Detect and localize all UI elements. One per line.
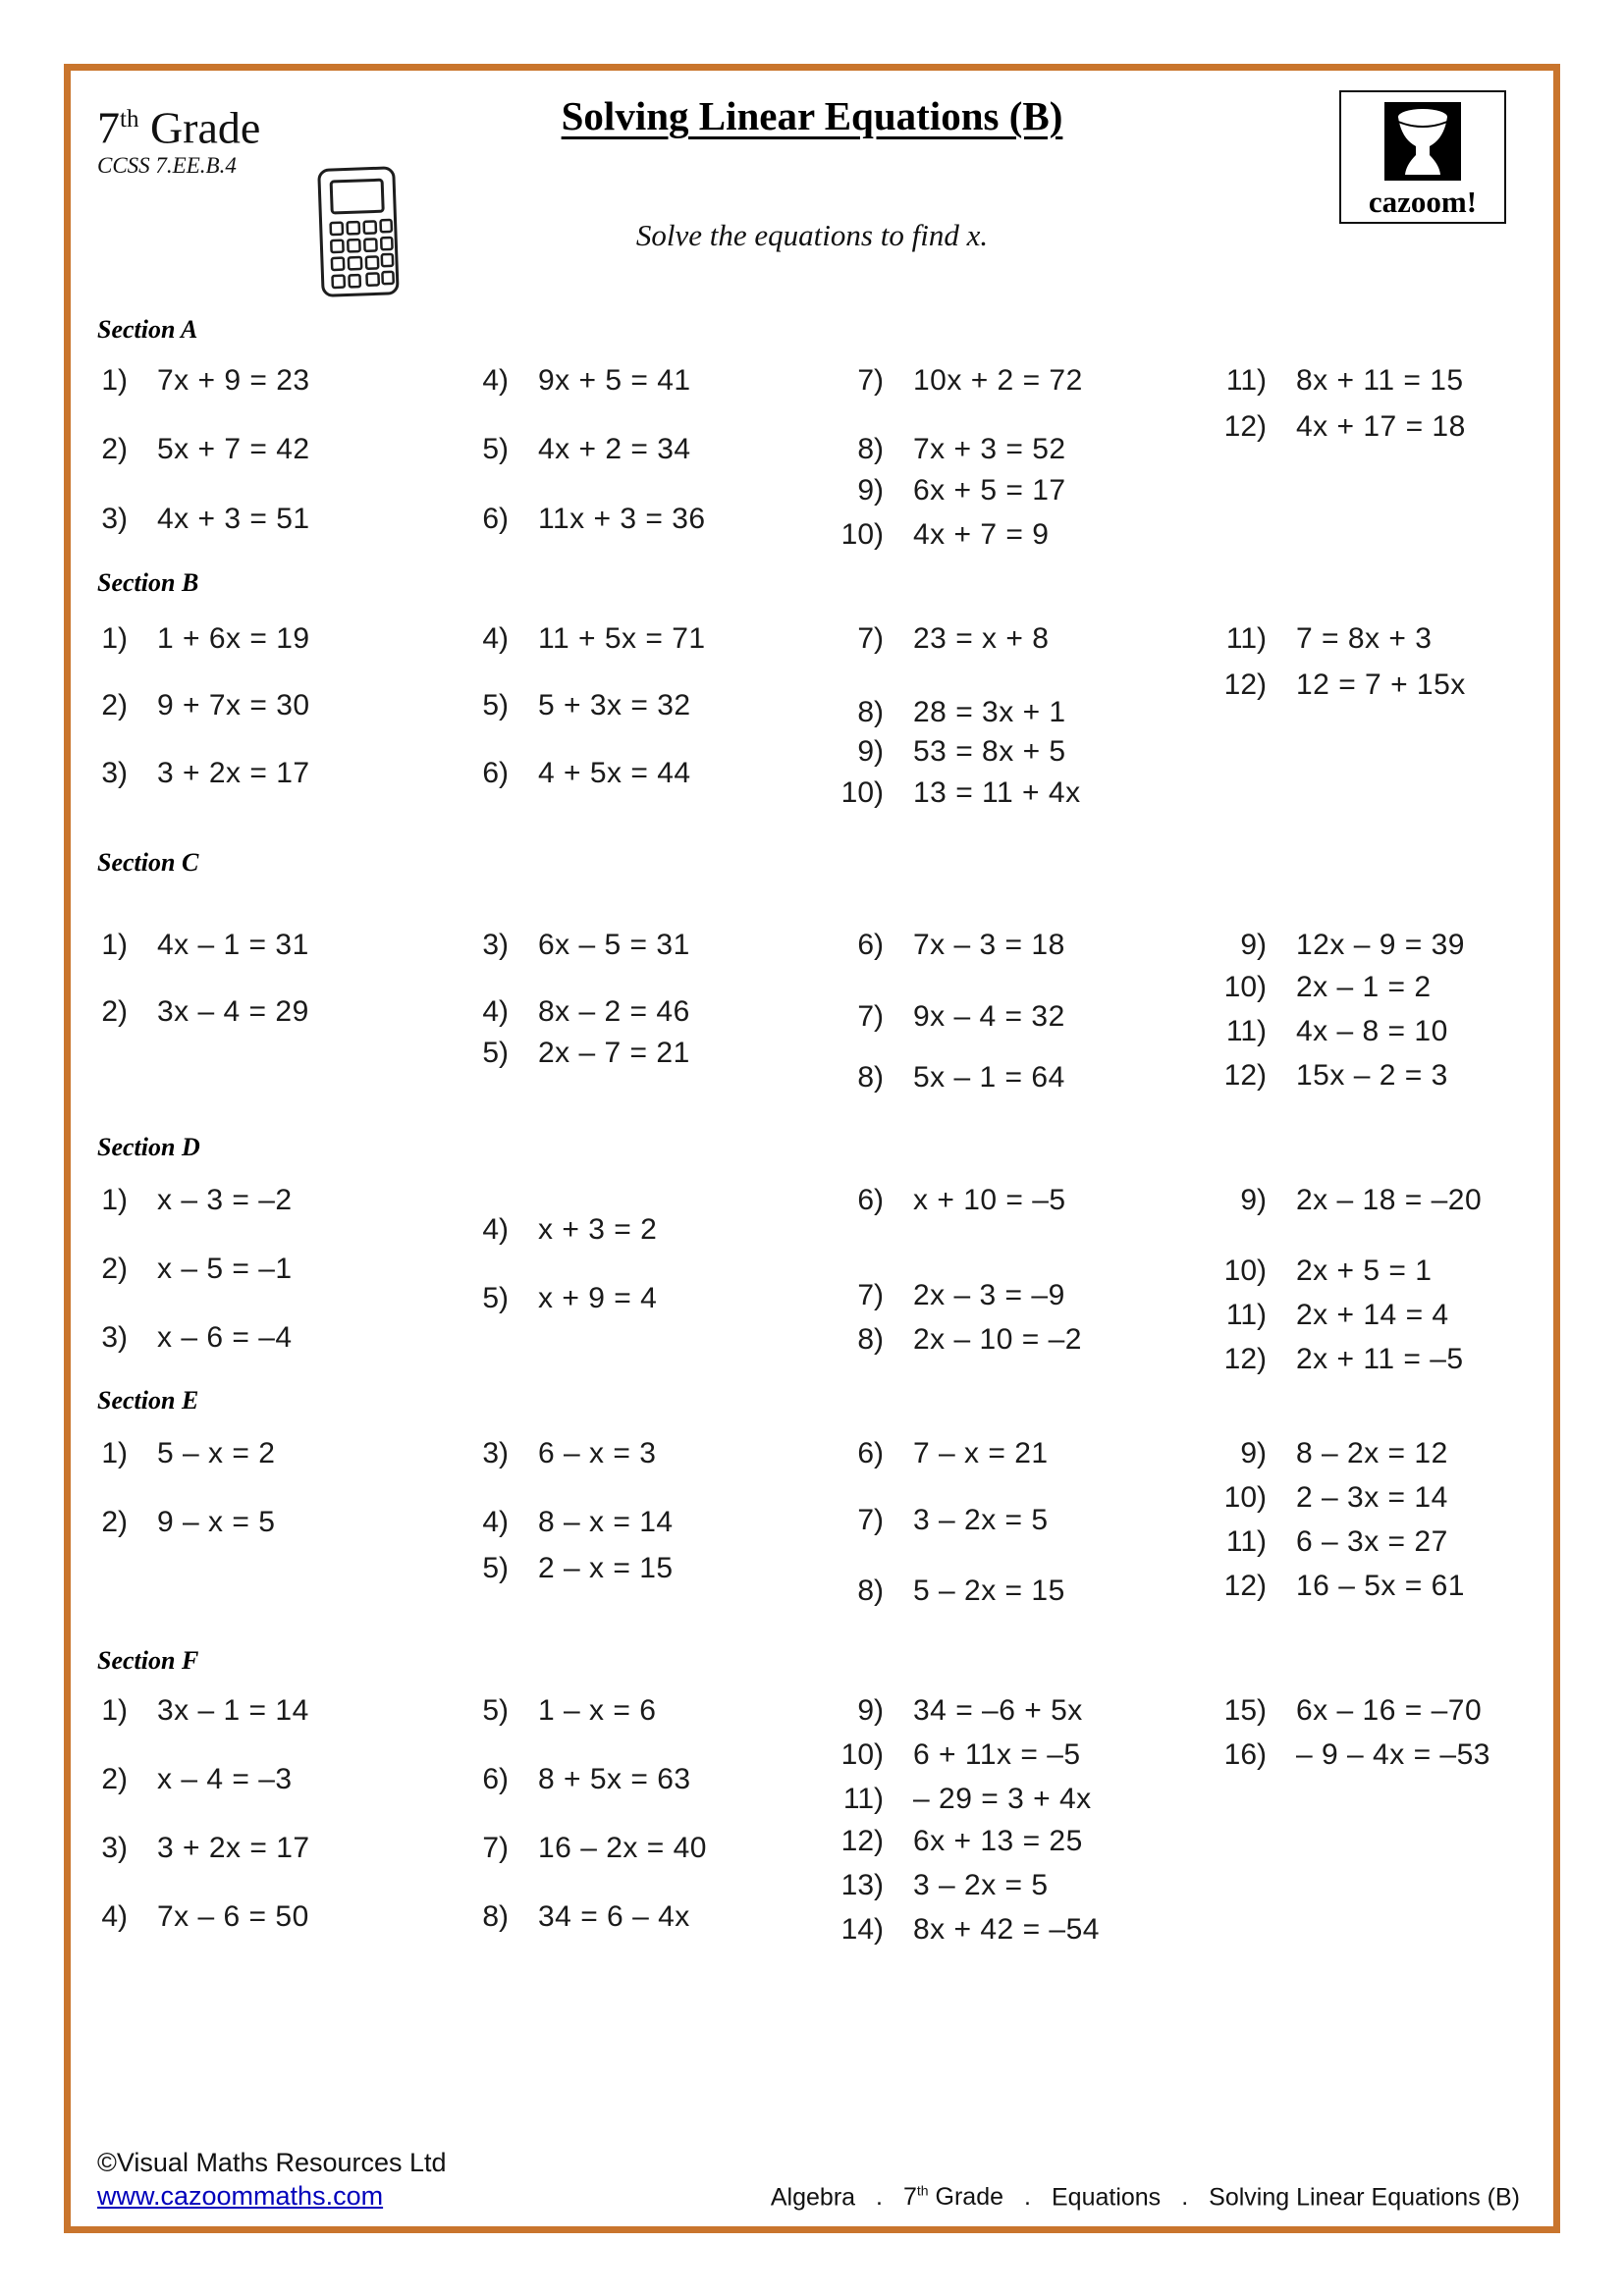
equation-text: 8x + 42 = –54 — [913, 1913, 1100, 1946]
equation-item — [71, 1506, 275, 1539]
equation-item — [1210, 1525, 1465, 1559]
item-number: 5) — [482, 1552, 509, 1584]
equation-column — [1210, 364, 1466, 444]
item-number: 6) — [857, 929, 884, 961]
item-number: 1) — [101, 364, 128, 397]
item-number: 5) — [482, 1282, 509, 1314]
equation-item — [827, 735, 1081, 769]
item-number: 10) — [1223, 1481, 1267, 1514]
equation-column — [1210, 1437, 1465, 1603]
equation-column — [827, 1694, 1100, 1947]
item-number: 1) — [101, 622, 128, 655]
item-number: 7) — [857, 1504, 884, 1536]
equation-text: 2x – 3 = –9 — [913, 1279, 1065, 1311]
item-number: 2) — [101, 1763, 128, 1795]
equation-text: 12x – 9 = 39 — [1296, 929, 1465, 961]
equation-text: 23 = x + 8 — [913, 622, 1050, 655]
equation-item — [827, 929, 1065, 962]
item-number: 7) — [482, 1832, 509, 1864]
equation-column — [1210, 622, 1466, 702]
equation-item — [452, 929, 690, 962]
equation-text: 3x – 4 = 29 — [157, 995, 309, 1028]
item-number: 11) — [1225, 1299, 1267, 1331]
equation-text: 34 = –6 + 5x — [913, 1694, 1083, 1727]
equation-item — [71, 1694, 310, 1728]
breadcrumb-separator: . — [876, 2183, 883, 2212]
item-number: 6) — [482, 503, 509, 535]
equation-item — [827, 1825, 1100, 1858]
item-number: 3) — [482, 1437, 509, 1469]
equation-item — [452, 1213, 657, 1247]
equation-text: 6x + 13 = 25 — [913, 1825, 1083, 1857]
equation-text: 34 = 6 – 4x — [538, 1900, 690, 1933]
page-title: Solving Linear Equations (B) — [561, 93, 1063, 138]
equation-text: 2x + 14 = 4 — [1296, 1299, 1449, 1331]
equation-text: 5 – 2x = 15 — [913, 1575, 1065, 1607]
equation-text: 4 + 5x = 44 — [538, 757, 691, 789]
item-number: 10) — [840, 518, 884, 551]
equation-text: 1 – x = 6 — [538, 1694, 657, 1727]
item-number: 7) — [857, 1000, 884, 1033]
equation-item — [827, 1913, 1100, 1947]
item-number: 3) — [101, 1832, 128, 1864]
item-number: 6) — [857, 1437, 884, 1469]
grade-ordinal-suffix: th — [120, 106, 139, 133]
item-number: 6) — [857, 1184, 884, 1216]
section-label: Section B — [97, 568, 199, 597]
item-number: 8) — [482, 1900, 509, 1933]
equation-text: 3 – 2x = 5 — [913, 1869, 1049, 1901]
item-number: 1) — [101, 1184, 128, 1216]
equation-text: 2 – x = 15 — [538, 1552, 674, 1584]
equation-text: 6x – 16 = –70 — [1296, 1694, 1483, 1727]
breadcrumb-item — [771, 2183, 855, 2211]
equation-item — [71, 503, 310, 536]
worksheet-instruction: Solve the equations to find x. — [635, 218, 989, 252]
equation-item — [452, 1832, 707, 1865]
equation-text: 4x + 17 = 18 — [1296, 410, 1466, 443]
grade-label — [97, 96, 260, 151]
equation-item — [452, 689, 706, 722]
equation-text: 15x – 2 = 3 — [1296, 1059, 1448, 1092]
equation-text: 11 + 5x = 71 — [538, 622, 706, 655]
equation-column — [71, 1694, 310, 1934]
worksheet-frame — [64, 64, 1560, 2233]
equation-text: 2x – 10 = –2 — [913, 1323, 1082, 1356]
equation-column — [452, 1213, 657, 1315]
item-number: 3) — [101, 1321, 128, 1354]
equation-column — [71, 929, 309, 1029]
equation-item — [452, 1694, 707, 1728]
equation-text: 9 + 7x = 30 — [157, 689, 310, 721]
equation-text: 2 – 3x = 14 — [1296, 1481, 1448, 1514]
item-number: 4) — [482, 995, 509, 1028]
item-number: 4) — [482, 622, 509, 655]
equation-text: 7x – 3 = 18 — [913, 929, 1065, 961]
equation-column — [71, 1184, 293, 1355]
equation-item — [1210, 1184, 1482, 1217]
equation-text: 4x – 8 = 10 — [1296, 1015, 1448, 1047]
equation-text: 8x – 2 = 46 — [538, 995, 690, 1028]
equation-text: 9x + 5 = 41 — [538, 364, 691, 397]
equation-item — [71, 1832, 310, 1865]
equation-item — [71, 1253, 293, 1286]
equation-item — [827, 474, 1083, 507]
breadcrumb-item — [1209, 2183, 1520, 2211]
item-number: 9) — [857, 474, 884, 507]
equation-text: 5 + 3x = 32 — [538, 689, 691, 721]
equation-column — [827, 1184, 1082, 1357]
item-number: 8) — [857, 1061, 884, 1094]
equation-item — [71, 689, 310, 722]
section-b — [71, 568, 1553, 809]
item-number: 10) — [1223, 971, 1267, 1003]
item-number: 9) — [1240, 929, 1267, 961]
equation-text: 3 – 2x = 5 — [913, 1504, 1049, 1536]
item-number: 12) — [1223, 668, 1267, 701]
item-number: 4) — [482, 1213, 509, 1246]
equation-text: 6x – 5 = 31 — [538, 929, 690, 961]
equation-text: 13 = 11 + 4x — [913, 776, 1081, 809]
equation-item — [1210, 1059, 1465, 1093]
equation-item — [1210, 1015, 1465, 1048]
equation-column — [452, 1437, 674, 1585]
item-number: 9) — [857, 735, 884, 768]
equation-text: 12 = 7 + 15x — [1296, 668, 1466, 701]
section-a — [71, 315, 1553, 551]
equation-text: 7 – x = 21 — [913, 1437, 1049, 1469]
equation-item — [827, 776, 1081, 810]
item-number: 15) — [1223, 1694, 1267, 1727]
equation-text: x + 3 = 2 — [538, 1213, 658, 1246]
section-label: Section C — [97, 848, 199, 877]
equation-column — [827, 1437, 1065, 1608]
item-number: 11) — [1225, 1525, 1267, 1558]
equation-column — [452, 364, 706, 536]
equation-item — [827, 1869, 1100, 1902]
equation-text: 7x + 9 = 23 — [157, 364, 310, 397]
item-number: 8) — [857, 696, 884, 728]
grade-number: 7 — [97, 102, 120, 153]
equation-item — [1210, 1299, 1482, 1332]
equation-column — [827, 364, 1083, 552]
equation-item — [71, 1321, 293, 1355]
equation-text: 5x – 1 = 64 — [913, 1061, 1065, 1094]
equation-item — [452, 433, 706, 466]
equation-text: 28 = 3x + 1 — [913, 696, 1066, 728]
equation-text: 16 – 5x = 61 — [1296, 1570, 1465, 1602]
equation-item — [827, 1504, 1065, 1537]
equation-text: 4x + 3 = 51 — [157, 503, 310, 535]
equation-column — [71, 622, 310, 790]
section-f — [71, 1646, 1553, 1946]
equation-text: 6 – x = 3 — [538, 1437, 657, 1469]
item-number: 7) — [857, 364, 884, 397]
item-number: 6) — [482, 1763, 509, 1795]
equation-item — [827, 1783, 1100, 1816]
item-number: 3) — [482, 929, 509, 961]
equation-text: x + 9 = 4 — [538, 1282, 658, 1314]
equation-text: – 9 – 4x = –53 — [1296, 1738, 1490, 1771]
item-number: 4) — [482, 364, 509, 397]
logo-wordmark: cazoom! — [1368, 185, 1478, 219]
equation-text: 3 + 2x = 17 — [157, 1832, 310, 1864]
equation-item — [1210, 1694, 1490, 1728]
item-number: 5) — [482, 1037, 509, 1069]
equation-item — [827, 696, 1081, 729]
equation-item — [1210, 1481, 1465, 1515]
equation-item — [1210, 622, 1466, 656]
item-number: 16) — [1223, 1738, 1267, 1771]
item-number: 5) — [482, 689, 509, 721]
equation-item — [1210, 971, 1465, 1004]
section-e — [71, 1386, 1553, 1607]
equation-text: 2x – 7 = 21 — [538, 1037, 690, 1069]
equation-item — [71, 929, 309, 962]
equation-text: 5 – x = 2 — [157, 1437, 276, 1469]
item-number: 10) — [840, 776, 884, 809]
equation-column — [452, 929, 690, 1070]
item-number: 9) — [857, 1694, 884, 1727]
item-number: 8) — [857, 1323, 884, 1356]
equation-item — [1210, 929, 1465, 962]
equation-text: 3 + 2x = 17 — [157, 757, 310, 789]
breadcrumb-item-text: Equations — [1051, 2183, 1162, 2212]
equation-text: – 29 = 3 + 4x — [913, 1783, 1092, 1815]
section-label: Section E — [97, 1386, 199, 1415]
copyright-text: ©Visual Maths Resources Ltd — [97, 2148, 447, 2177]
equation-text: 8 – 2x = 12 — [1296, 1437, 1448, 1469]
item-number: 12) — [1223, 1059, 1267, 1092]
breadcrumb-item-text: 7 — [903, 2183, 917, 2212]
item-number: 2) — [101, 995, 128, 1028]
breadcrumb-item-text: Grade — [928, 2183, 1004, 2212]
equation-item — [71, 757, 310, 790]
item-number: 2) — [101, 1506, 128, 1538]
breadcrumb — [771, 2183, 1520, 2212]
equation-item — [827, 1184, 1082, 1217]
item-number: 7) — [857, 1279, 884, 1311]
item-number: 2) — [101, 1253, 128, 1285]
equation-item — [827, 622, 1081, 656]
equation-text: 3x – 1 = 14 — [157, 1694, 309, 1727]
equation-item — [71, 995, 309, 1029]
equation-item — [1210, 1437, 1465, 1470]
equation-text: 2x + 11 = –5 — [1296, 1343, 1464, 1375]
equation-item — [1210, 410, 1466, 444]
equation-column — [827, 929, 1065, 1095]
equation-item — [452, 1900, 707, 1934]
website-link[interactable]: www.cazoommaths.com — [97, 2181, 384, 2211]
item-number: 1) — [101, 1694, 128, 1727]
item-number: 4) — [101, 1900, 128, 1933]
equation-item — [1210, 1343, 1482, 1376]
equation-item — [71, 1900, 310, 1934]
item-number: 10) — [840, 1738, 884, 1771]
equation-item — [452, 995, 690, 1029]
item-number: 11) — [842, 1783, 884, 1815]
equation-text: 4x – 1 = 31 — [157, 929, 309, 961]
section-d — [71, 1133, 1553, 1375]
equation-item — [827, 1000, 1065, 1034]
breadcrumb-item-text: Solving Linear Equations (B) — [1209, 2183, 1520, 2212]
equation-column — [1210, 929, 1465, 1093]
breadcrumb-separator: . — [1024, 2183, 1031, 2212]
item-number: 9) — [1240, 1437, 1267, 1469]
equation-text: 16 – 2x = 40 — [538, 1832, 707, 1864]
item-number: 10) — [1223, 1255, 1267, 1287]
equation-text: 8 + 5x = 63 — [538, 1763, 691, 1795]
equation-text: 8x + 11 = 15 — [1296, 364, 1464, 397]
breadcrumb-item — [1052, 2183, 1161, 2211]
equation-text: 6x + 5 = 17 — [913, 474, 1066, 507]
equation-item — [1210, 364, 1466, 398]
section-c — [71, 848, 1553, 1094]
item-number: 12) — [1223, 410, 1267, 443]
equation-text: 53 = 8x + 5 — [913, 735, 1066, 768]
equation-item — [827, 433, 1083, 466]
equation-item — [827, 1437, 1065, 1470]
equation-text: 9x – 4 = 32 — [913, 1000, 1065, 1033]
item-number: 7) — [857, 622, 884, 655]
equation-text: 11x + 3 = 36 — [538, 503, 706, 535]
item-number: 1) — [101, 929, 128, 961]
cazoom-logo — [1339, 90, 1506, 224]
item-number: 5) — [482, 433, 509, 465]
equation-text: 9 – x = 5 — [157, 1506, 276, 1538]
equation-item — [1210, 1570, 1465, 1603]
equation-column — [71, 1437, 275, 1539]
equation-item — [71, 1437, 275, 1470]
equation-column — [1210, 1694, 1490, 1772]
equation-text: 7 = 8x + 3 — [1296, 622, 1433, 655]
item-number: 8) — [857, 1575, 884, 1607]
equation-text: 7x + 3 = 52 — [913, 433, 1066, 465]
breadcrumb-item-text: Algebra — [770, 2183, 856, 2212]
item-number: 1) — [101, 1437, 128, 1469]
item-number: 4) — [482, 1506, 509, 1538]
breadcrumb-item — [903, 2183, 1003, 2211]
equation-text: x – 6 = –4 — [157, 1321, 293, 1354]
item-number: 6) — [482, 757, 509, 789]
djembe-drum-icon — [1384, 102, 1461, 181]
equation-text: x – 3 = –2 — [157, 1184, 293, 1216]
equation-item — [1210, 668, 1466, 702]
item-number: 9) — [1240, 1184, 1267, 1216]
section-label: Section A — [97, 315, 198, 344]
ccss-standard-label: CCSS 7.EE.B.4 — [97, 153, 237, 179]
equation-text: 2x – 18 = –20 — [1296, 1184, 1483, 1216]
equation-item — [452, 622, 706, 656]
equation-text: x – 4 = –3 — [157, 1763, 293, 1795]
item-number: 12) — [1223, 1570, 1267, 1602]
item-number: 11) — [1225, 622, 1267, 655]
equation-text: 4x + 2 = 34 — [538, 433, 691, 465]
equation-text: 6 + 11x = –5 — [913, 1738, 1081, 1771]
equation-column — [452, 622, 706, 790]
equation-item — [452, 503, 706, 536]
equation-item — [827, 518, 1083, 552]
equation-column — [1210, 1184, 1482, 1376]
equation-item — [827, 1323, 1082, 1357]
item-number: 5) — [482, 1694, 509, 1727]
equation-item — [827, 1575, 1065, 1608]
equation-item — [452, 364, 706, 398]
equation-item — [71, 622, 310, 656]
equation-item — [71, 1184, 293, 1217]
equation-text: 8 – x = 14 — [538, 1506, 674, 1538]
item-number: 3) — [101, 503, 128, 535]
item-number: 2) — [101, 689, 128, 721]
item-number: 8) — [857, 433, 884, 465]
equation-text: 1 + 6x = 19 — [157, 622, 310, 655]
equation-item — [827, 364, 1083, 398]
calculator-icon — [316, 165, 405, 307]
equation-item — [827, 1061, 1065, 1095]
equation-item — [1210, 1738, 1490, 1772]
item-number: 12) — [1223, 1343, 1267, 1375]
section-label: Section D — [97, 1133, 200, 1161]
equation-text: 5x + 7 = 42 — [157, 433, 310, 465]
equation-item — [1210, 1255, 1482, 1288]
equation-column — [827, 622, 1081, 810]
item-number: 2) — [101, 433, 128, 465]
item-number: 13) — [840, 1869, 884, 1901]
equation-text: 7x – 6 = 50 — [157, 1900, 309, 1933]
equation-item — [452, 1037, 690, 1070]
equation-item — [452, 757, 706, 790]
equation-item — [452, 1282, 657, 1315]
equation-text: 6 – 3x = 27 — [1296, 1525, 1448, 1558]
item-number: 3) — [101, 757, 128, 789]
breadcrumb-separator: . — [1181, 2183, 1189, 2212]
equation-text: x – 5 = –1 — [157, 1253, 293, 1285]
section-label: Section F — [97, 1646, 199, 1675]
item-number: 14) — [840, 1913, 884, 1946]
equation-item — [827, 1738, 1100, 1772]
item-number: 11) — [1225, 1015, 1267, 1047]
equation-column — [452, 1694, 707, 1934]
equation-item — [71, 1763, 310, 1796]
equation-item — [452, 1763, 707, 1796]
equation-item — [71, 433, 310, 466]
equation-text: 2x – 1 = 2 — [1296, 971, 1432, 1003]
grade-word: Grade — [138, 102, 261, 153]
item-number: 12) — [840, 1825, 884, 1857]
equation-text: 10x + 2 = 72 — [913, 364, 1083, 397]
equation-text: x + 10 = –5 — [913, 1184, 1066, 1216]
grade-block — [97, 96, 260, 179]
equation-text: 2x + 5 = 1 — [1296, 1255, 1433, 1287]
equation-column — [71, 364, 310, 536]
equation-item — [827, 1694, 1100, 1728]
equation-item — [452, 1437, 674, 1470]
equation-item — [452, 1552, 674, 1585]
equation-text: 4x + 7 = 9 — [913, 518, 1050, 551]
equation-item — [452, 1506, 674, 1539]
equation-item — [71, 364, 310, 398]
breadcrumb-ordinal-suffix: th — [916, 2183, 929, 2199]
item-number: 11) — [1225, 364, 1267, 397]
equation-item — [827, 1279, 1082, 1312]
